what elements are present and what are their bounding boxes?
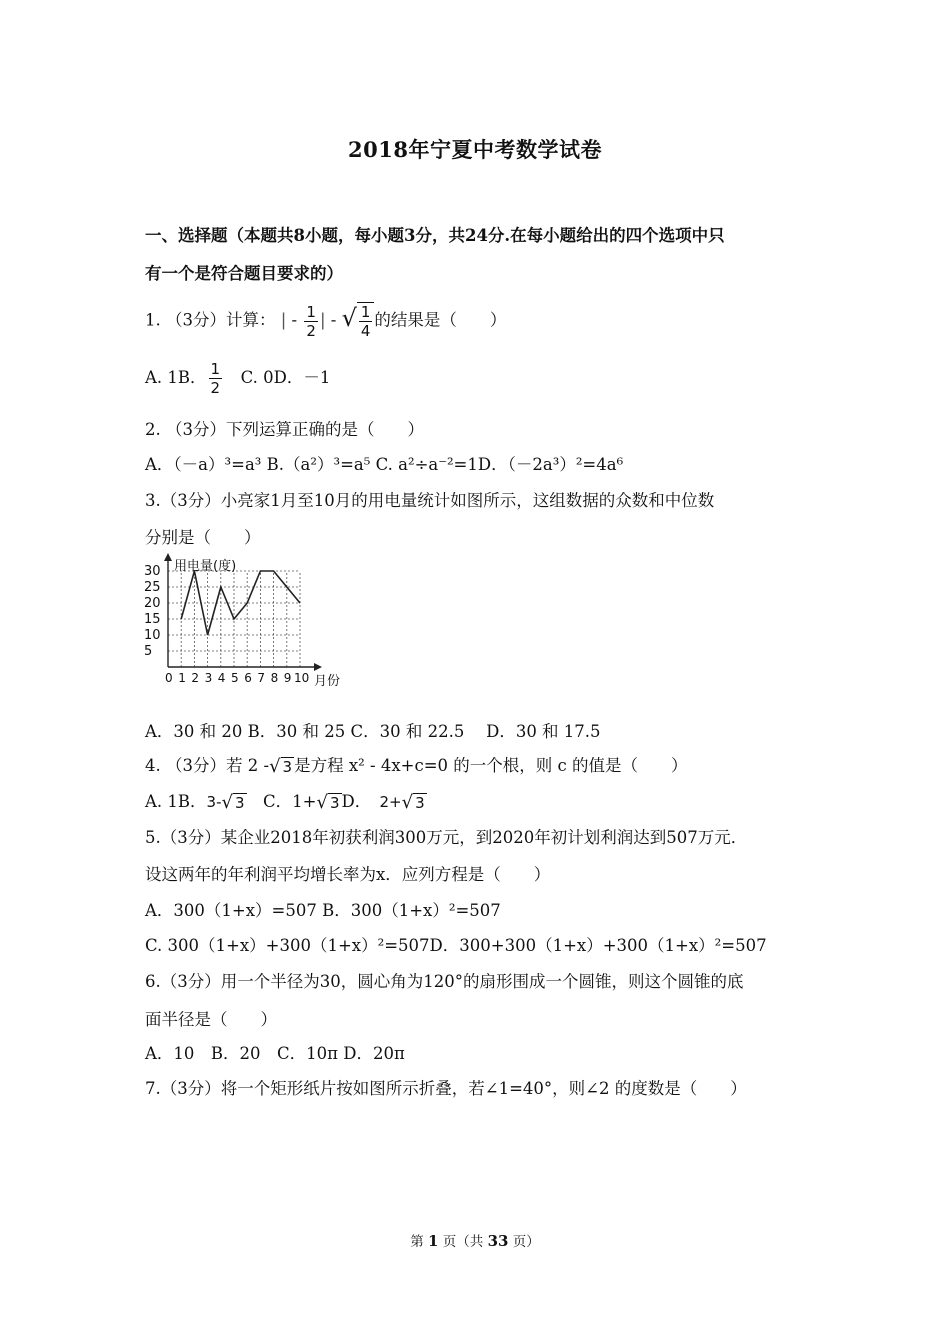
question-6-options: A．10 B．20 C．10π D．20π <box>145 1044 405 1063</box>
x-tick-label: 2 <box>191 671 200 685</box>
x-axis-label: 月份 <box>314 674 341 689</box>
option-b-sqrt: √ 3 <box>221 792 245 813</box>
footer-page-number: 1 <box>428 1232 439 1250</box>
question-4-stem-pre: 4. （3分）若 2 - <box>145 756 270 775</box>
x-tick-label: 10 <box>294 671 310 685</box>
question-6-stem-line2: 面半径是（ ） <box>145 1010 277 1029</box>
question-1-options <box>145 360 330 397</box>
y-axis-arrow <box>164 553 172 561</box>
footer-mid: 页（共 <box>438 1234 488 1250</box>
electricity-usage-chart <box>140 552 370 692</box>
question-3-options: A．30 和 20 B．30 和 25 C．30 和 22.5 D．30 和 17.5 <box>145 722 601 741</box>
question-7-stem: 7.（3分）将一个矩形纸片按如图所示折叠，若∠1=40°，则∠2 的度数是（ ） <box>145 1079 747 1098</box>
question-4-stem-post: 是方程 x² - 4x+c=0 的一个根，则 c 的值是（ ） <box>294 756 688 775</box>
question-5-stem-line2: 设这两年的年利润平均增长率为x．应列方程是（ ） <box>145 865 551 884</box>
option-d-label: D． <box>341 792 363 811</box>
sqrt-three: √ 3 <box>269 756 293 777</box>
abs-bar-right: | <box>319 310 326 330</box>
question-4-options <box>145 788 427 813</box>
x-tick-label: 1 <box>178 671 186 685</box>
sqrt-fraction-numerator: 1 <box>360 303 371 321</box>
x-tick-label: 4 <box>217 671 226 685</box>
option-a-text: A. 1B． <box>145 368 207 387</box>
option-a-text: A. 1B． <box>145 792 207 811</box>
option-d-sqrt: √ 3 <box>401 792 425 813</box>
fraction-denominator: 2 <box>306 321 316 340</box>
y-tick-label: 10 <box>144 628 161 643</box>
question-6-stem-line1: 6.（3分）用一个半径为30，圆心角为120°的扇形围成一个圆锥，则这个圆锥的底 <box>145 972 744 991</box>
question-5-options-line2: C. 300（1+x）+300（1+x）²=507D．300+300（1+x）+300（1+x）²=507 <box>145 936 767 955</box>
option-b-fraction <box>209 360 223 397</box>
x-tick-label: 8 <box>270 671 279 685</box>
y-tick-label: 20 <box>144 596 161 611</box>
x-tick-label: 7 <box>257 671 266 685</box>
option-c-sqrt: √ 3 <box>316 792 340 813</box>
option-b-denominator: 2 <box>210 379 221 397</box>
page-title: 2018年宁夏中考数学试卷 <box>348 137 602 162</box>
option-d-radicand: 3 <box>415 794 425 812</box>
y-tick-label: 25 <box>144 580 161 595</box>
option-c-radicand: 3 <box>329 794 340 812</box>
option-b-prefix: 3- <box>206 793 222 811</box>
abs-bar-left: | <box>280 310 287 330</box>
question-5-options-line1: A．300（1+x）=507 B．300（1+x）²=507 <box>145 901 501 920</box>
option-c-prefix: C．1+ <box>246 792 317 811</box>
question-4-stem <box>145 752 688 777</box>
y-tick-label: 15 <box>144 612 161 627</box>
fraction-numerator: 1 <box>306 302 316 321</box>
question-5-stem-line1: 5.（3分）某企业2018年初获利润300万元，到2020年初计划利润达到507万元． <box>145 828 748 847</box>
question-3-stem-line2: 分别是（ ） <box>145 528 261 547</box>
sqrt-fraction-denominator: 4 <box>360 322 371 340</box>
option-b-radicand: 3 <box>234 794 245 812</box>
footer-total-pages: 33 <box>487 1232 509 1250</box>
question-1-suffix: 的结果是（ ） <box>374 310 507 330</box>
question-2-stem: 2. （3分）下列运算正确的是（ ） <box>145 420 424 439</box>
question-1-stem <box>145 302 506 340</box>
x-tick-label: 9 <box>283 671 292 685</box>
x-axis-arrow <box>314 663 322 671</box>
section-heading-line2: 有一个是符合题目要求的） <box>145 264 343 283</box>
sqrt-three-radicand: 3 <box>282 758 293 776</box>
footer-post: 页） <box>508 1234 540 1250</box>
option-d-prefix: 2+ <box>379 793 402 811</box>
fraction-one-half <box>304 303 318 340</box>
x-tick-label: 6 <box>244 671 252 685</box>
option-b-numerator: 1 <box>210 360 221 378</box>
y-tick-label: 5 <box>144 644 153 659</box>
option-cd-text: C. 0D．－1 <box>224 368 331 387</box>
question-3-stem-line1: 3.（3分）小亮家1月至10月的用电量统计如图所示，这组数据的众数和中位数 <box>145 491 715 510</box>
x-tick-label: 5 <box>231 671 239 685</box>
minus-sign: - <box>286 310 303 330</box>
x-tick-label: 3 <box>204 671 213 685</box>
minus-sign-2: - <box>325 310 342 330</box>
question-2-options: A．（－a）³=a³ B.（a²）³=a⁵ C. a²÷a⁻²=1D．（－2a³）²=4a⁶ <box>145 455 624 474</box>
question-1-prefix: 1. （3分）计算： <box>145 310 276 330</box>
section-heading-line1: 一、选择题（本题共8小题，每小题3分，共24分.在每小题给出的四个选项中只 <box>145 226 725 245</box>
footer-pre: 第 <box>410 1234 429 1250</box>
y-tick-label: 30 <box>144 564 161 579</box>
radical-sign: √ <box>341 304 357 332</box>
y-axis-label: 用电量(度) <box>174 559 237 574</box>
x-tick-label: 0 <box>165 671 173 685</box>
sqrt-one-quarter <box>342 302 375 340</box>
page-footer <box>0 1230 950 1250</box>
